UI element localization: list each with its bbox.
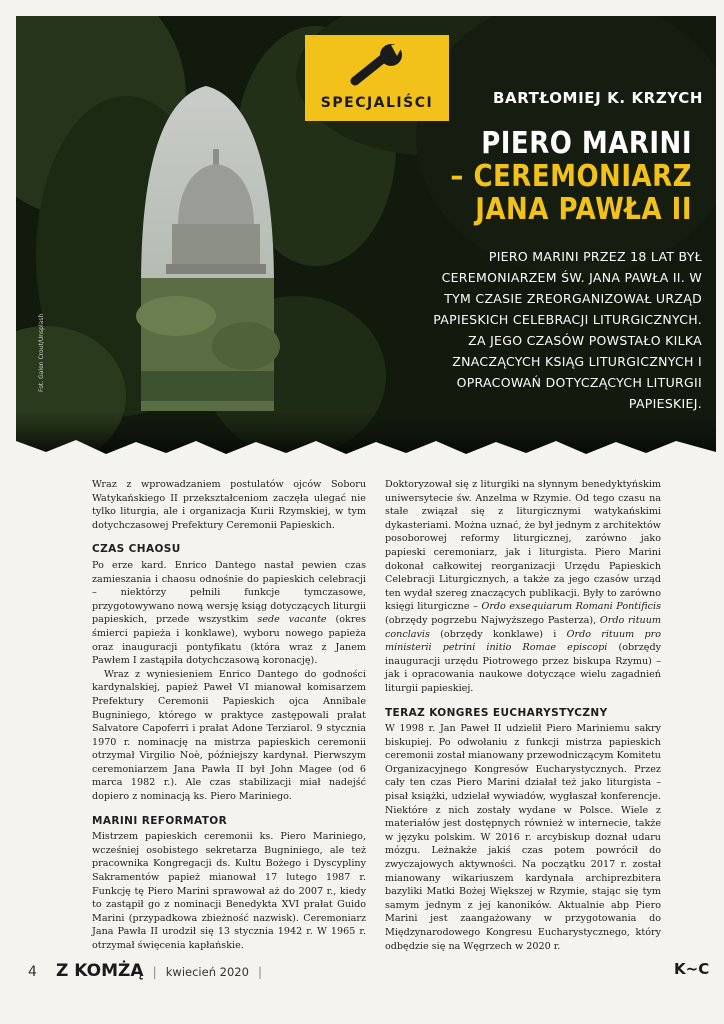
title-line-1: PIERO MARINI bbox=[481, 125, 692, 162]
lead-paragraph: PIERO MARINI PRZEZ 18 LAT BYŁ CEREMONIARZEM ŚW. JANA PAWŁA II. W TYM CZASIE ZREORGANIZOWAŁ URZĄD PAPIESKICH CELEBRACJI LITURGICZNYCH. ZA JEGO CZASÓW POWSTAŁO KILKA ZNACZĄCYCH KSIĄG LITURGICZNYCH I OPRACOWAŃ DOTYCZĄCYCH LITURGII PAPIESKIEJ. bbox=[433, 249, 702, 411]
issue-date: kwiecień 2020 bbox=[165, 965, 249, 979]
photo-credit: Fot. Galen Crout/Unsplash bbox=[38, 313, 45, 392]
section-heading-chaos: CZAS CHAOSU bbox=[92, 543, 181, 556]
footer-separator: | bbox=[152, 965, 157, 979]
wrench-icon bbox=[349, 43, 409, 87]
title-line-3: JANA PAWŁA II bbox=[475, 191, 692, 228]
paragraph: W 1998 r. Jan Paweł II udzielił Piero Mariniemu sakry biskupiej. Po odwołaniu z funkcji mistrza papieskich ceremonii został mianowany przewodniczącym Komitetu Organizacyjnego Kongresów Eucharystycznych. Przez cały ten czas Piero Marini działał też jako liturgista – pisał książki, udzielał wywiadów, wygłaszał konferencje. Niektóre z nich zostały wydane w Polsce. Wiele z materiałów jest dostępnych również w internecie, także w języku polskim. W 2016 r. arcybiskup doznał udaru mózgu. Leżnakże jakiś czas potem powrócił do zwyczajowych aktywności. Na początku 2017 r. został mianowany wikariuszem kardynała archiprezbitera bazyliki Matki Bożej Większej w Rzymie, stając się tym samym jednym z jej kanoników. Aktualnie abp Piero Marini jest zaangażowany w przygotowania do Międzynarodowego Kongresu Eucharystycznego, który odbędzie się na Węgrzech w 2020 r. bbox=[385, 723, 661, 952]
page-footer bbox=[28, 961, 266, 981]
footer-separator: | bbox=[258, 965, 263, 979]
article-title bbox=[392, 127, 692, 226]
page-number: 4 bbox=[28, 964, 37, 980]
paragraph: Po erze kard. Enrico Dantego nastał pewien czas zamieszania i chaosu odnośnie do papieskich celebracji – niektórzy pełnili funkcje tymczasowe, przygotowywano nową wersję ksiąg dotyczących liturgii papieskich, przede wszystkim sede vacante (okres śmierci papieża i konklawe), wyboru nowego papieża oraz inauguracji pontyfikatu (która wraz z Janem Pawłem I zastąpiła dotychczasową koronację). bbox=[92, 559, 367, 667]
author-name: BARTŁOMIEJ K. KRZYCH bbox=[492, 89, 703, 107]
article-column-right bbox=[385, 478, 661, 953]
section-label: SPECJALIŚCI bbox=[320, 95, 434, 111]
hero-banner bbox=[16, 16, 716, 456]
intro-paragraph: Wraz z wprowadzaniem postulatów ojców Soboru Watykańskiego II przekształceniom zaczęła ulegać nie tylko liturgia, ale i organizacja Kurii Rzymskiej, w tym dotychczasowej Prefektury Ceremonii Papieskich. bbox=[92, 479, 366, 531]
title-line-2: – CEREMONIARZ bbox=[450, 158, 692, 195]
section-heading-congress: TERAZ KONGRES EUCHARYSTYCZNY bbox=[385, 706, 608, 719]
article-column-left bbox=[92, 478, 366, 953]
paragraph: Mistrzem papieskich ceremonii ks. Piero Mariniego, wcześniej osobistego sekretarza Bugniniego, ale też pracownika Kongregacji ds. Kultu Bożego i Dyscypliny Sakramentów papież mianował 17 lutego 1987 r. Funkcję tę Piero Marini sprawował aż do 2007 r., kiedy to zastąpił go z nominacji Benedykta XVI prałat Guido Marini (przypadkowa zbieżność nazwisk). Ceremoniarz Jana Pawła II urodził się 13 stycznia 1942 r. W 1965 r. otrzymał święcenia kapłańskie. bbox=[92, 831, 366, 951]
magazine-name: Z KOMŻĄ bbox=[56, 961, 144, 981]
publisher-logo: K~C bbox=[674, 960, 710, 978]
paragraph: Wraz z wyniesieniem Enrico Dantego do godności kardynalskiej, papież Paweł VI mianował komisarzem Prefektury Ceremonii Papieskich ojca Annibale Bugniniego, którego w praktyce zastępowali prałat Salvatore Capoferri i prałat Adone Terziarol. 9 stycznia 1970 r. nominację na mistrza papieskich ceremonii otrzymał Virgilio Noè, późniejszy kardynał. Pierwszym ceremoniarzem Jana Pawła II był John Magee (od 6 marca 1982 r.). Ale czas stabilizacji miał nadejść dopiero z nominacją ks. Piero Mariniego. bbox=[92, 668, 366, 803]
paragraph: Doktoryzował się z liturgiki na słynnym benedyktyńskim uniwersytecie św. Anzelma w Rzymie. Od tego czasu na stałe związał się z liturgicznymi watykańskimi dykasteriami. Można uznać, że był jednym z architektów posoborowej reformy liturgicznej, zarówno jako papieski ceremoniarz, jak i liturgista. Piero Marini dokonał całkowitej reorganizacji Urzędu Papieskich Celebracji Liturgicznych, a także za jego czasów urząd ten wydał szereg znaczących publikacji. Były to zarówno księgi liturgiczne – Ordo exsequiarum Romani Pontificis (obrzędy pogrzebu Najwyższego Pasterza), Ordo rituum conclavis (obrzędy konklawe) i Ordo rituum pro ministerii petrini initio Romae episcopi (obrzędy inauguracji urzędu Piotrowego przez biskupa Rzymu) – jak i opracowania naukowe dotyczące wielu zagadnień liturgii papieskiej. bbox=[385, 479, 662, 694]
section-badge bbox=[305, 35, 449, 121]
section-heading-reformer: MARINI REFORMATOR bbox=[92, 814, 228, 827]
